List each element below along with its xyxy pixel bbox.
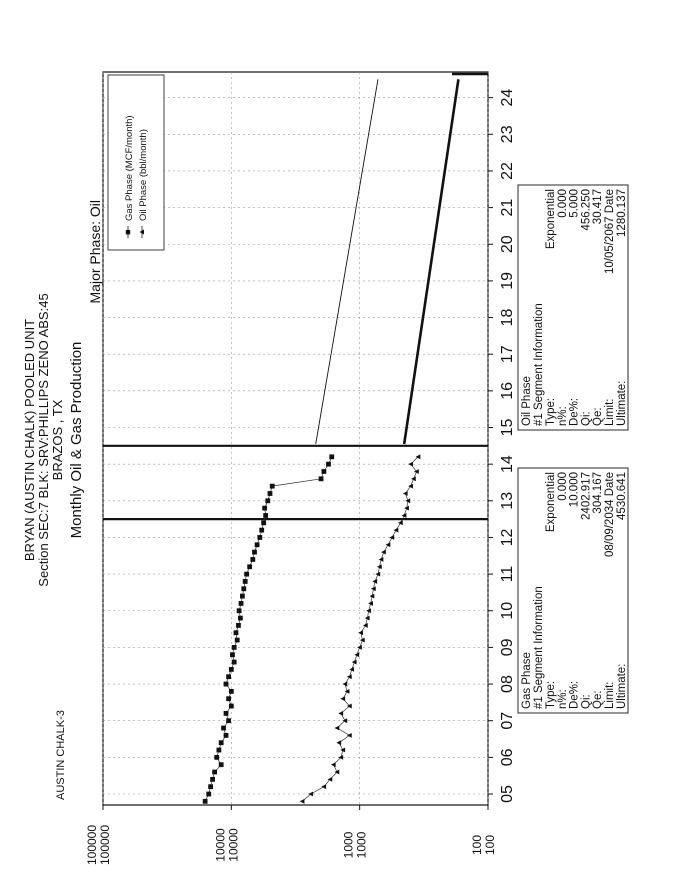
- y-tick-label-dup: 100000: [98, 824, 112, 866]
- gas-point: [321, 469, 326, 474]
- info-box-heading: Gas Phase: [521, 652, 533, 709]
- x-tick-label: 21: [499, 198, 517, 217]
- info-row-value: 08/09/2034 Date: [604, 472, 616, 558]
- gas-point: [210, 777, 215, 782]
- info-boxes: [518, 185, 628, 713]
- info-row-value: 304.167: [592, 472, 605, 514]
- gas-point: [244, 572, 249, 577]
- gas-point: [250, 557, 255, 562]
- legend-gas-marker: [126, 230, 130, 234]
- info-row-key: Limit:: [604, 681, 616, 709]
- oil-point: [357, 645, 362, 650]
- oil-point: [408, 462, 413, 467]
- info-row-value: 5.000: [568, 189, 581, 218]
- gas-point: [237, 608, 242, 613]
- info-row-key: Qe:: [592, 690, 605, 709]
- x-tick-label: 10: [499, 601, 517, 620]
- gas-point: [219, 762, 224, 767]
- oil-point: [347, 674, 352, 679]
- title-line-1: BRYAN (AUSTIN CHALK) POOLED UNIT: [22, 318, 37, 562]
- info-row-key: Qi:: [580, 694, 593, 709]
- oil-point: [340, 696, 345, 701]
- oil-point: [389, 535, 394, 540]
- y-tick-label: 100: [470, 834, 484, 856]
- oil-point: [336, 740, 341, 745]
- info-box-subheading: #1 Segment Information: [533, 586, 545, 709]
- info-row-value: Exponential: [545, 189, 557, 250]
- gas-point: [236, 623, 241, 628]
- info-row-value: Exponential: [545, 472, 557, 533]
- series-line-gas: [205, 457, 332, 802]
- y-tick-label: 10000: [213, 828, 228, 862]
- title-line-2: Section SEC:7 BLK: SRV:PHILLIPS ZENO ABS:45: [36, 293, 51, 587]
- gas-point: [243, 579, 248, 584]
- x-tick-label: 07: [499, 711, 517, 730]
- gas-point: [214, 755, 219, 760]
- oil-point: [398, 520, 403, 525]
- outer-labels: [22, 200, 103, 800]
- oil-point: [342, 682, 347, 687]
- gas-point: [224, 682, 229, 687]
- oil-point: [394, 528, 399, 533]
- gas-point: [247, 564, 252, 569]
- info-row-value: 2402.917: [580, 472, 593, 520]
- gas-point: [319, 476, 324, 481]
- plot-area: [85, 72, 516, 865]
- info-row-value: 30.417: [592, 189, 605, 225]
- info-row-value: 1280.137: [615, 189, 628, 237]
- gas-point: [329, 454, 334, 459]
- oil-point: [402, 513, 407, 518]
- legend: [108, 75, 164, 250]
- x-tick-label: 16: [499, 381, 517, 400]
- gas-point: [229, 667, 234, 672]
- x-tick-label: 11: [499, 565, 517, 583]
- oil-point: [354, 652, 359, 657]
- info-row-key: n%:: [556, 406, 569, 426]
- gas-point: [261, 520, 266, 525]
- x-tick-label: 06: [499, 748, 517, 767]
- gas-point: [263, 513, 268, 518]
- info-box-subheading: #1 Segment Information: [533, 303, 545, 426]
- x-tick-label: 18: [499, 308, 517, 327]
- info-row-key: Qe:: [592, 407, 605, 426]
- gas-point: [226, 674, 231, 679]
- gas-point: [238, 616, 243, 621]
- x-tick-label: 09: [499, 638, 517, 657]
- gas-point: [232, 660, 237, 665]
- oil-point: [331, 762, 336, 767]
- gas-point: [252, 550, 257, 555]
- series-line-oil: [302, 457, 418, 802]
- gas-point: [326, 462, 331, 467]
- gas-point: [241, 586, 246, 591]
- info-row-key: Qi:: [580, 411, 593, 426]
- chart-title: Monthly Oil & Gas Production: [68, 341, 85, 539]
- oil-point: [338, 711, 343, 716]
- y-tick-label: 100000: [85, 824, 99, 866]
- x-tick-label: 19: [499, 272, 517, 290]
- gas-point: [255, 542, 260, 547]
- x-tick-label: 13: [499, 491, 517, 510]
- info-row-key: Type:: [545, 680, 557, 709]
- x-tick-label: 12: [499, 528, 517, 547]
- gas-point: [208, 784, 213, 789]
- gas-point: [229, 704, 234, 709]
- legend-box: [108, 75, 164, 250]
- oil-point: [411, 476, 416, 481]
- info-row-value: 10/05/2067 Date: [604, 189, 616, 275]
- x-tick-label: 24: [499, 88, 517, 107]
- oil-point: [404, 506, 409, 511]
- oil-point: [414, 469, 419, 474]
- gas-point: [235, 638, 240, 643]
- oil-point: [375, 572, 380, 577]
- gas-point: [219, 740, 224, 745]
- oil-point: [363, 623, 368, 628]
- info-row-key: Ultimate:: [615, 663, 628, 709]
- gas-point: [226, 696, 231, 701]
- title-line-3: BRAZOS , TX: [50, 399, 65, 481]
- gas-point: [262, 506, 267, 511]
- legend-label: Gas Phase (MCF/month): [124, 115, 135, 221]
- info-row-value: 10.000: [568, 472, 581, 508]
- y-tick-label-dup: 100: [483, 834, 497, 856]
- oil-point: [300, 799, 305, 804]
- forecast-line-oil: [404, 79, 458, 444]
- info-row-key: Limit:: [604, 398, 616, 426]
- x-tick-label: 23: [499, 125, 517, 144]
- y-tick-label-dup: 10000: [226, 828, 241, 862]
- gas-point: [224, 733, 229, 738]
- info-row-value: 4530.641: [615, 472, 628, 520]
- info-box-heading: Oil Phase: [521, 376, 533, 426]
- oil-point: [321, 784, 326, 789]
- y-tick-label: 1000: [341, 831, 356, 859]
- gas-point: [203, 799, 208, 804]
- oil-point: [334, 726, 339, 731]
- gas-point: [224, 711, 229, 716]
- info-row-value: 0.000: [556, 472, 569, 501]
- gas-point: [268, 491, 273, 496]
- gas-point: [216, 748, 221, 753]
- info-row-key: De%:: [568, 397, 581, 426]
- x-tick-label: 14: [499, 455, 517, 474]
- info-row-value: 456.250: [580, 189, 593, 231]
- info-row-key: De%:: [568, 680, 581, 709]
- x-tick-label: 08: [499, 675, 517, 693]
- gas-point: [234, 630, 239, 635]
- oil-point: [358, 630, 363, 635]
- x-tick-label: 22: [499, 162, 517, 180]
- gas-point: [270, 484, 275, 489]
- info-row-key: Type:: [545, 397, 557, 426]
- oil-point: [386, 542, 391, 547]
- gas-point: [226, 718, 231, 723]
- gas-point: [259, 528, 264, 533]
- well-label: AUSTIN CHALK-3: [55, 710, 67, 800]
- gas-point: [230, 652, 235, 657]
- gas-point: [240, 594, 245, 599]
- info-box-gas-phase: [518, 468, 628, 713]
- x-tick-label: 05: [499, 785, 517, 803]
- gas-point: [221, 726, 226, 731]
- x-tick-label: 17: [499, 345, 517, 364]
- info-row-key: Ultimate:: [615, 380, 628, 426]
- gas-point: [239, 601, 244, 606]
- oil-point: [408, 484, 413, 489]
- info-box-oil-phase: [518, 185, 628, 430]
- gas-point: [212, 770, 217, 775]
- info-row-value: 0.000: [556, 189, 569, 218]
- gas-point: [206, 792, 211, 797]
- x-tick-label: 15: [499, 418, 517, 437]
- info-row-key: n%:: [556, 689, 569, 709]
- major-phase-label: Major Phase: Oil: [87, 200, 103, 304]
- gas-point: [265, 498, 270, 503]
- y-tick-label-dup: 1000: [354, 831, 369, 859]
- oil-point: [403, 491, 408, 496]
- forecast-line-gas: [316, 79, 378, 444]
- gas-point: [229, 689, 234, 694]
- legend-label: Oil Phase (bbl/month): [138, 129, 149, 221]
- x-tick-label: 20: [499, 235, 517, 254]
- gas-point: [257, 535, 262, 540]
- gas-point: [232, 645, 237, 650]
